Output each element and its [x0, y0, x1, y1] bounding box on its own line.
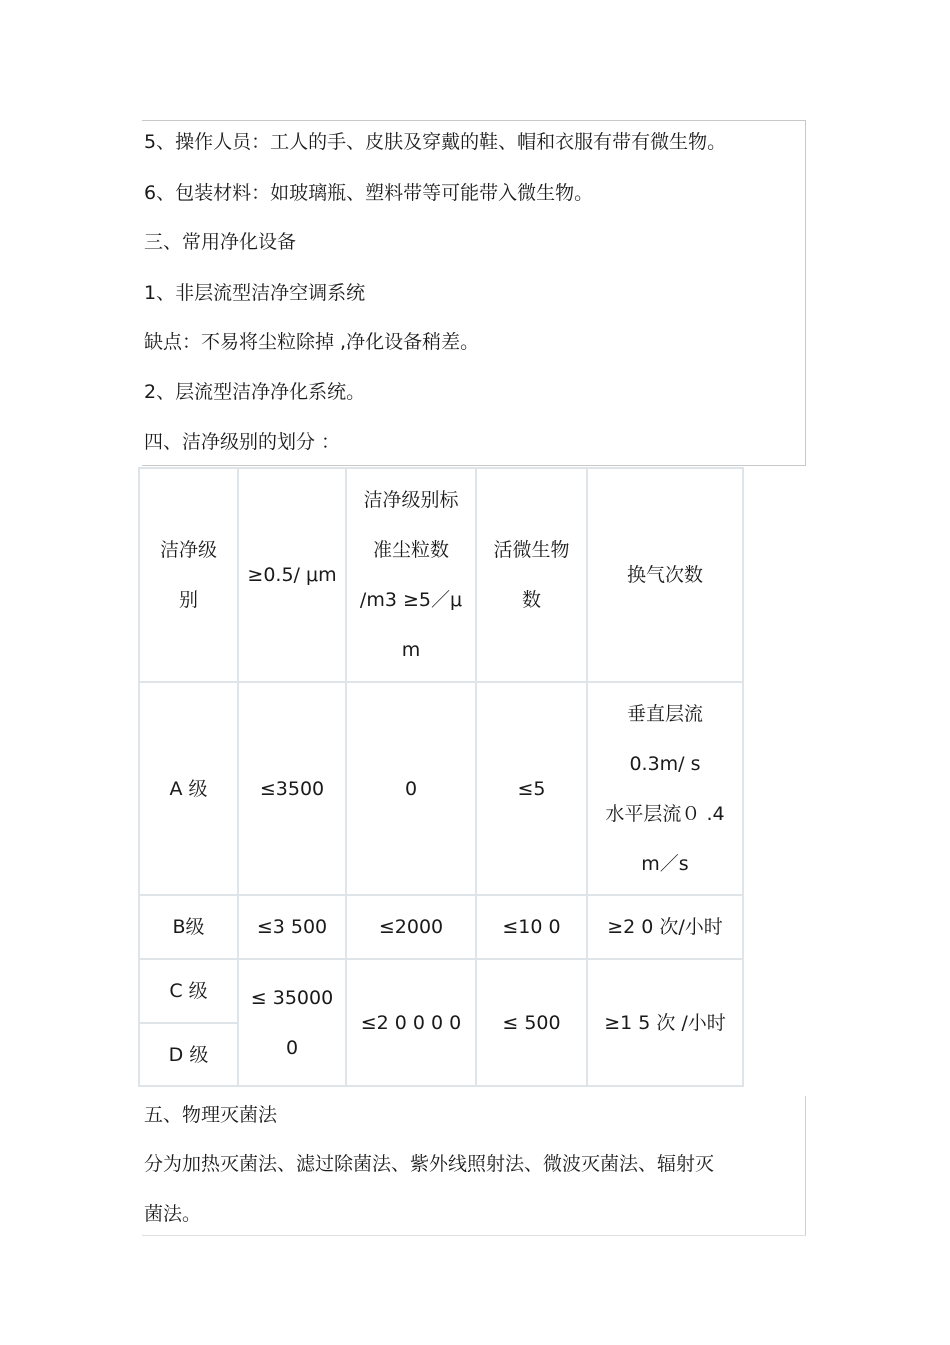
cell-grade-c: C 级	[139, 959, 238, 1023]
header-dust-05: ≥0.5/ μm	[238, 468, 346, 682]
header-grade-line1: 洁净级	[159, 539, 217, 561]
cell-cd-microbes: ≤ 500	[476, 959, 587, 1086]
table-row-grade-b	[139, 895, 743, 959]
heading-purification-equipment: 三、常用净化设备	[144, 231, 297, 253]
header-grade	[139, 468, 238, 682]
header-standard-line1: 洁净级别标	[363, 489, 459, 511]
cell-b-microbes: ≤10 0	[476, 895, 587, 959]
cell-cd-dust-05-line1: ≤ 35000	[250, 986, 334, 1009]
cell-a-air-line1: 垂直层流	[626, 702, 703, 725]
table-header-row	[139, 468, 743, 682]
table-row-grade-c	[139, 959, 743, 1023]
cell-b-dust-05: ≤3 500	[238, 895, 346, 959]
text-line-sterilization-methods: 分为加热灭菌法、滤过除菌法、紫外线照射法、微波灭菌法、辐射灭	[144, 1153, 715, 1175]
cell-cd-dust-5: ≤2 0 0 0 0	[346, 959, 476, 1086]
cell-grade-a: A 级	[139, 682, 238, 895]
header-standard-line4: m	[401, 639, 421, 661]
header-microbes-line1: 活微生物	[493, 539, 570, 561]
text-line-sterilization-end: 菌法。	[144, 1203, 202, 1225]
heading-physical-sterilization: 五、物理灭菌法	[144, 1104, 278, 1126]
text-line-packaging: 6、包装材料：如玻璃瓶、塑料带等可能带入微生物。	[144, 182, 594, 204]
header-standard-line3: /m3 ≥5／μ	[359, 589, 463, 611]
cell-cd-dust-05-line2: 0	[285, 1036, 299, 1059]
header-air-changes: 换气次数	[587, 468, 743, 682]
text-line-operators: 5、操作人员：工人的手、皮肤及穿戴的鞋、帽和衣服有带有微生物。	[144, 131, 727, 153]
cell-a-air-line2: 0.3m/ s	[629, 752, 701, 775]
header-grade-line2: 别	[178, 589, 198, 611]
cell-b-air-changes: ≥2 0 次/小时	[587, 895, 743, 959]
cell-a-air-line3: 水平层流０ .4	[605, 802, 725, 825]
text-line-nonlaminar: 1、非层流型洁净空调系统	[144, 282, 366, 304]
header-standard-line2: 准尘粒数	[372, 539, 449, 561]
cell-cd-air-changes: ≥1 5 次 /小时	[587, 959, 743, 1086]
cell-a-air-changes	[587, 682, 743, 895]
cell-cd-dust-05	[238, 959, 346, 1086]
header-microbes-line2: 数	[521, 589, 541, 611]
cell-a-dust-5: 0	[346, 682, 476, 895]
cell-a-air-line4: m／s	[641, 852, 689, 875]
cell-grade-b: B级	[139, 895, 238, 959]
table-row-grade-a	[139, 682, 743, 895]
header-standard-dust	[346, 468, 476, 682]
text-line-drawback: 缺点：不易将尘粒除掉 ,净化设备稍差。	[144, 331, 480, 353]
cell-a-dust-05: ≤3500	[238, 682, 346, 895]
cleanliness-grade-table	[138, 467, 744, 1087]
heading-cleanliness-grades: 四、洁净级别的划分 ：	[144, 431, 341, 453]
text-line-laminar: 2、层流型洁净净化系统。	[144, 381, 366, 403]
header-microbes	[476, 468, 587, 682]
cell-b-dust-5: ≤2000	[346, 895, 476, 959]
cell-grade-d: D 级	[139, 1023, 238, 1086]
cell-a-microbes: ≤5	[476, 682, 587, 895]
